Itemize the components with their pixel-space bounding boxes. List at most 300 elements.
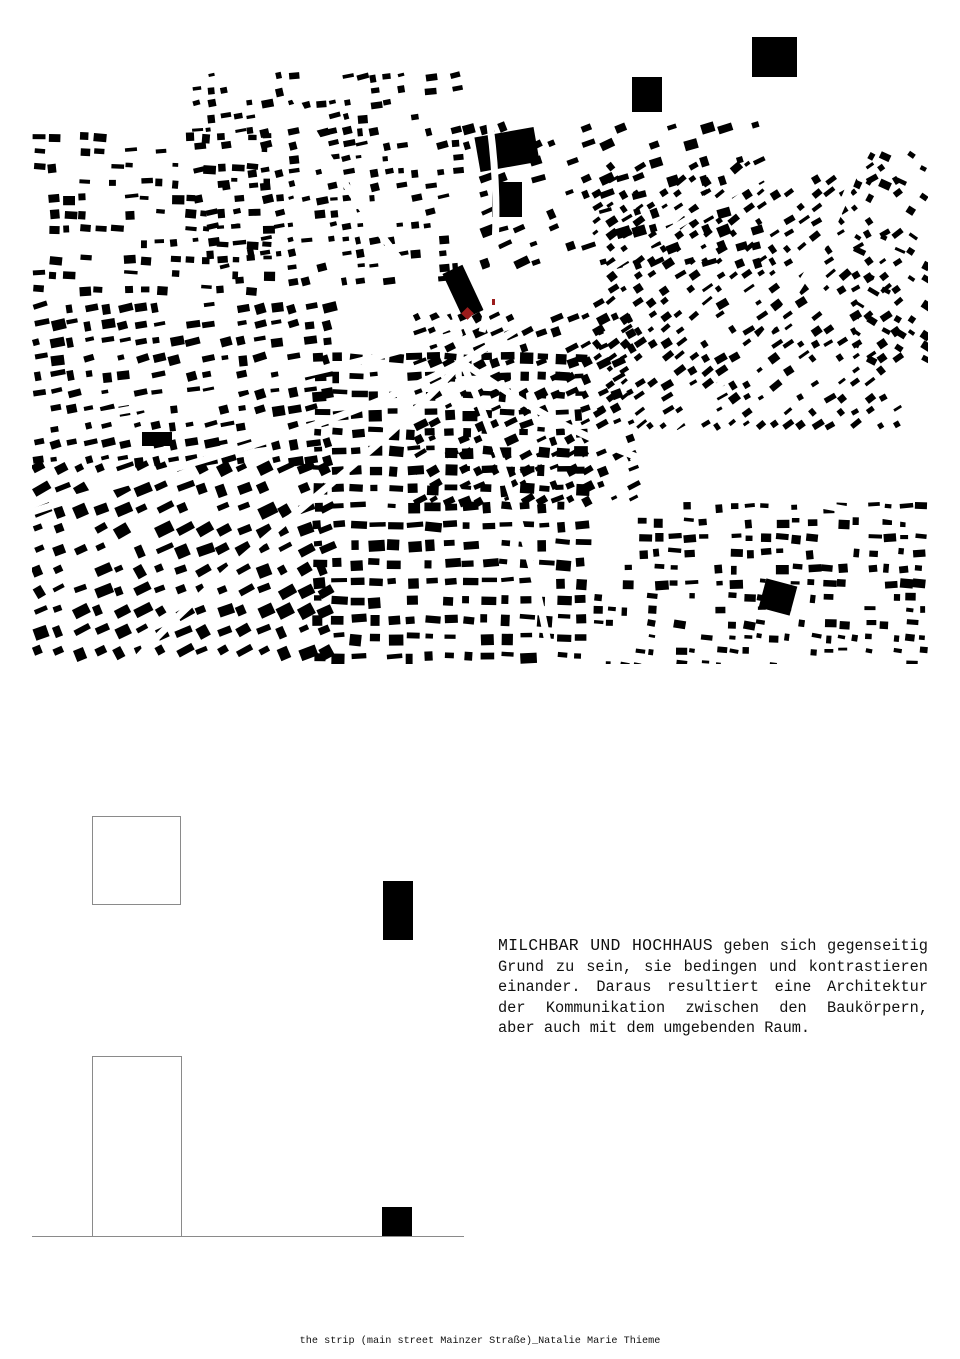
- building: [688, 175, 696, 183]
- building: [655, 580, 669, 590]
- building: [797, 340, 804, 347]
- building: [810, 649, 817, 656]
- building: [275, 88, 284, 98]
- building: [322, 320, 333, 331]
- building: [343, 139, 356, 147]
- building: [257, 583, 271, 594]
- building: [428, 435, 436, 442]
- building: [893, 188, 903, 198]
- building: [812, 203, 823, 213]
- building: [867, 152, 875, 161]
- building: [684, 518, 694, 522]
- building: [424, 560, 431, 568]
- building: [168, 456, 179, 462]
- building: [302, 196, 311, 202]
- building: [899, 566, 909, 574]
- building: [350, 502, 366, 508]
- building: [824, 393, 837, 404]
- building: [411, 114, 419, 121]
- building: [271, 338, 284, 348]
- building: [879, 393, 888, 401]
- building: [425, 521, 442, 532]
- building: [329, 99, 336, 104]
- building: [660, 337, 672, 349]
- building: [782, 339, 794, 349]
- building: [461, 560, 473, 567]
- building: [51, 387, 63, 394]
- building: [114, 586, 124, 596]
- building: [598, 388, 609, 397]
- building: [408, 578, 419, 589]
- building: [906, 608, 914, 613]
- building: [233, 208, 241, 215]
- building: [661, 323, 671, 333]
- building: [851, 634, 858, 641]
- building: [202, 321, 215, 329]
- description-text: [498, 936, 928, 1039]
- building: [261, 167, 270, 173]
- building: [74, 463, 84, 472]
- building: [407, 522, 424, 528]
- building: [812, 419, 825, 430]
- building: [700, 121, 715, 134]
- building: [520, 596, 531, 603]
- building: [220, 87, 228, 94]
- building: [278, 583, 297, 600]
- building: [297, 522, 314, 537]
- building: [838, 648, 847, 651]
- building: [257, 603, 275, 619]
- building: [235, 128, 246, 133]
- building: [388, 503, 396, 508]
- building: [632, 172, 644, 182]
- building: [599, 138, 615, 152]
- building: [49, 272, 56, 279]
- building: [133, 602, 153, 618]
- building: [34, 544, 44, 553]
- building: [851, 271, 861, 280]
- building: [370, 634, 380, 642]
- building: [660, 245, 668, 253]
- building: [252, 351, 267, 362]
- building: [445, 410, 455, 420]
- building: [443, 520, 457, 527]
- building: [196, 483, 208, 495]
- building: [756, 310, 768, 320]
- building: [185, 437, 199, 447]
- building: [699, 156, 710, 168]
- building: [328, 139, 339, 146]
- building: [383, 277, 396, 285]
- building: [592, 202, 603, 211]
- building: [445, 484, 458, 490]
- building: [154, 480, 168, 491]
- building: [48, 194, 60, 203]
- building: [539, 523, 549, 528]
- building: [272, 456, 280, 463]
- building: [332, 352, 342, 361]
- building: [80, 132, 89, 140]
- building: [176, 521, 195, 536]
- building: [277, 565, 288, 576]
- building: [216, 286, 224, 294]
- building: [135, 503, 147, 513]
- building: [649, 208, 659, 219]
- building: [599, 207, 612, 214]
- building: [546, 208, 556, 220]
- building: [117, 354, 124, 360]
- building: [425, 88, 437, 95]
- building: [117, 455, 128, 461]
- building: [668, 533, 681, 539]
- building: [220, 421, 234, 427]
- building: [906, 247, 915, 256]
- building: [220, 112, 231, 118]
- building: [908, 315, 917, 324]
- building: [298, 482, 311, 494]
- building: [408, 503, 420, 514]
- building: [459, 464, 470, 474]
- building: [777, 520, 790, 528]
- map-canvas: [32, 32, 928, 664]
- building: [463, 522, 470, 529]
- building: [894, 635, 900, 642]
- building: [757, 269, 765, 276]
- description-body: geben sich gegenseitig Grund zu sein, sie bedingen und kontrastieren einander. Daraus resultiert eine Architektur der Kommunikation zwischen den Baukörpern, aber auch mit dem umgebenden Raum.: [498, 937, 928, 1038]
- building: [202, 134, 210, 144]
- building: [649, 310, 658, 318]
- building: [463, 141, 471, 150]
- building: [613, 418, 621, 424]
- building: [821, 564, 833, 572]
- building: [101, 422, 112, 429]
- building: [701, 354, 710, 363]
- building: [114, 502, 133, 518]
- building: [839, 268, 852, 281]
- building: [50, 209, 60, 219]
- building: [47, 164, 56, 174]
- building: [608, 606, 616, 611]
- building: [520, 352, 534, 364]
- building: [141, 257, 152, 266]
- building: [742, 647, 749, 654]
- building: [236, 644, 253, 657]
- building: [812, 188, 823, 199]
- building: [205, 127, 210, 132]
- building: [356, 249, 365, 258]
- building: [826, 635, 832, 643]
- building: [881, 327, 891, 335]
- building: [791, 505, 797, 510]
- building: [263, 226, 275, 234]
- building: [442, 265, 483, 320]
- building: [257, 501, 278, 519]
- building: [606, 201, 613, 207]
- building: [289, 72, 300, 79]
- building: [436, 140, 449, 150]
- building: [254, 319, 267, 329]
- building: [796, 203, 804, 211]
- building: [389, 446, 404, 457]
- building: [74, 544, 88, 556]
- building: [86, 370, 93, 377]
- building: [388, 408, 398, 413]
- building: [638, 518, 647, 524]
- building: [34, 371, 42, 381]
- building: [535, 328, 547, 337]
- building: [867, 287, 879, 297]
- building: [606, 661, 611, 664]
- building: [758, 395, 764, 401]
- building: [479, 258, 490, 270]
- building: [236, 336, 246, 346]
- building: [714, 352, 728, 364]
- building: [109, 180, 116, 186]
- building: [625, 565, 632, 570]
- building: [322, 301, 338, 313]
- building: [596, 449, 607, 457]
- building: [276, 194, 284, 201]
- building: [673, 364, 686, 376]
- building: [407, 632, 420, 638]
- building: [306, 302, 318, 310]
- building: [752, 37, 797, 77]
- building: [791, 581, 800, 585]
- building: [318, 624, 331, 635]
- building: [795, 420, 806, 431]
- building: [647, 619, 656, 627]
- building: [396, 222, 403, 227]
- building: [646, 422, 654, 430]
- building: [66, 304, 73, 313]
- building: [236, 370, 247, 379]
- building: [885, 581, 898, 589]
- building: [836, 285, 846, 295]
- building: [520, 633, 532, 638]
- building: [811, 340, 820, 349]
- building: [217, 603, 235, 618]
- building: [921, 300, 928, 313]
- building: [760, 503, 769, 508]
- building: [369, 75, 376, 83]
- building: [837, 229, 845, 236]
- building: [262, 194, 274, 204]
- building: [429, 495, 438, 502]
- building: [676, 326, 685, 334]
- building: [95, 225, 106, 231]
- building: [481, 653, 495, 660]
- building: [271, 302, 284, 313]
- building: [83, 354, 94, 363]
- building: [625, 434, 635, 443]
- building: [254, 388, 266, 400]
- building: [755, 300, 762, 306]
- building: [72, 603, 91, 619]
- building: [66, 438, 77, 445]
- building: [445, 652, 454, 658]
- building: [898, 548, 904, 555]
- building: [141, 286, 149, 292]
- building: [217, 133, 225, 140]
- building: [798, 215, 810, 224]
- street: [32, 162, 792, 512]
- building: [411, 193, 422, 201]
- building: [647, 270, 656, 278]
- building: [73, 623, 90, 636]
- building: [747, 550, 754, 558]
- building: [49, 439, 61, 450]
- building: [358, 115, 368, 124]
- building: [170, 239, 178, 247]
- building: [141, 178, 153, 184]
- building: [743, 202, 755, 213]
- building: [853, 548, 859, 557]
- building: [919, 330, 928, 342]
- building: [647, 377, 658, 387]
- building: [397, 142, 408, 149]
- building: [288, 222, 294, 227]
- building: [34, 605, 48, 615]
- building: [187, 386, 200, 392]
- building: [35, 352, 48, 359]
- building: [238, 502, 251, 511]
- building: [865, 634, 872, 640]
- building: [776, 533, 789, 540]
- building: [771, 339, 783, 349]
- building: [134, 545, 146, 559]
- building: [369, 195, 375, 202]
- building: [83, 321, 91, 332]
- building: [619, 190, 629, 200]
- building: [850, 377, 860, 386]
- building: [222, 182, 231, 190]
- building: [314, 595, 322, 600]
- building: [342, 126, 353, 135]
- building: [34, 438, 45, 446]
- building: [425, 634, 433, 639]
- building: [232, 164, 245, 171]
- building: [500, 409, 515, 416]
- building: [135, 321, 148, 329]
- building: [880, 621, 889, 629]
- building: [313, 353, 323, 362]
- building: [574, 653, 581, 658]
- building: [52, 646, 64, 656]
- building: [202, 354, 215, 363]
- building: [193, 86, 202, 91]
- building: [853, 517, 859, 525]
- building: [581, 123, 593, 132]
- building: [919, 635, 925, 640]
- building: [823, 285, 829, 291]
- building: [444, 635, 455, 639]
- building: [866, 162, 875, 169]
- building: [770, 189, 782, 200]
- building: [52, 544, 66, 557]
- building: [50, 457, 57, 462]
- building: [728, 325, 737, 334]
- building: [481, 634, 494, 645]
- building: [316, 196, 329, 205]
- building: [520, 343, 529, 353]
- building: [218, 164, 226, 172]
- building: [811, 311, 822, 321]
- building: [632, 77, 662, 112]
- building: [700, 244, 706, 250]
- building: [599, 258, 607, 265]
- building: [201, 285, 212, 289]
- building: [80, 255, 92, 261]
- building: [537, 427, 545, 432]
- building: [564, 434, 575, 445]
- building: [885, 504, 892, 509]
- building: [356, 155, 362, 159]
- building: [908, 329, 915, 336]
- building: [33, 301, 48, 310]
- building: [480, 614, 487, 622]
- building: [428, 417, 441, 428]
- building: [368, 410, 381, 422]
- building: [606, 162, 616, 172]
- building: [72, 503, 89, 519]
- building: [34, 163, 46, 170]
- building: [94, 645, 107, 657]
- building: [410, 249, 421, 258]
- building: [536, 435, 546, 442]
- building: [649, 634, 656, 638]
- building: [702, 283, 713, 292]
- building: [125, 147, 137, 152]
- building: [683, 534, 696, 543]
- building: [716, 298, 730, 310]
- building: [277, 646, 292, 661]
- building: [312, 520, 321, 529]
- hochhaus-solid-block: [382, 1207, 412, 1237]
- building: [315, 503, 323, 512]
- building: [133, 581, 151, 596]
- building: [555, 538, 570, 544]
- building: [751, 224, 764, 235]
- building: [169, 422, 176, 431]
- building: [698, 519, 707, 526]
- building: [635, 378, 646, 388]
- building: [192, 238, 198, 242]
- building: [576, 579, 587, 590]
- building: [597, 481, 605, 488]
- building: [114, 623, 132, 639]
- building: [718, 175, 727, 186]
- building: [116, 461, 134, 471]
- building: [744, 161, 751, 167]
- building: [850, 418, 862, 429]
- building: [288, 180, 295, 187]
- building: [675, 406, 683, 413]
- building: [635, 407, 646, 416]
- building: [769, 662, 777, 664]
- building: [217, 209, 225, 219]
- building: [323, 437, 333, 448]
- building: [186, 371, 198, 382]
- building: [33, 389, 46, 397]
- building: [581, 190, 590, 199]
- building: [288, 404, 302, 414]
- building: [424, 223, 431, 229]
- building: [208, 87, 215, 94]
- building: [877, 353, 888, 364]
- building: [636, 419, 647, 429]
- building: [55, 482, 71, 493]
- building: [439, 250, 447, 256]
